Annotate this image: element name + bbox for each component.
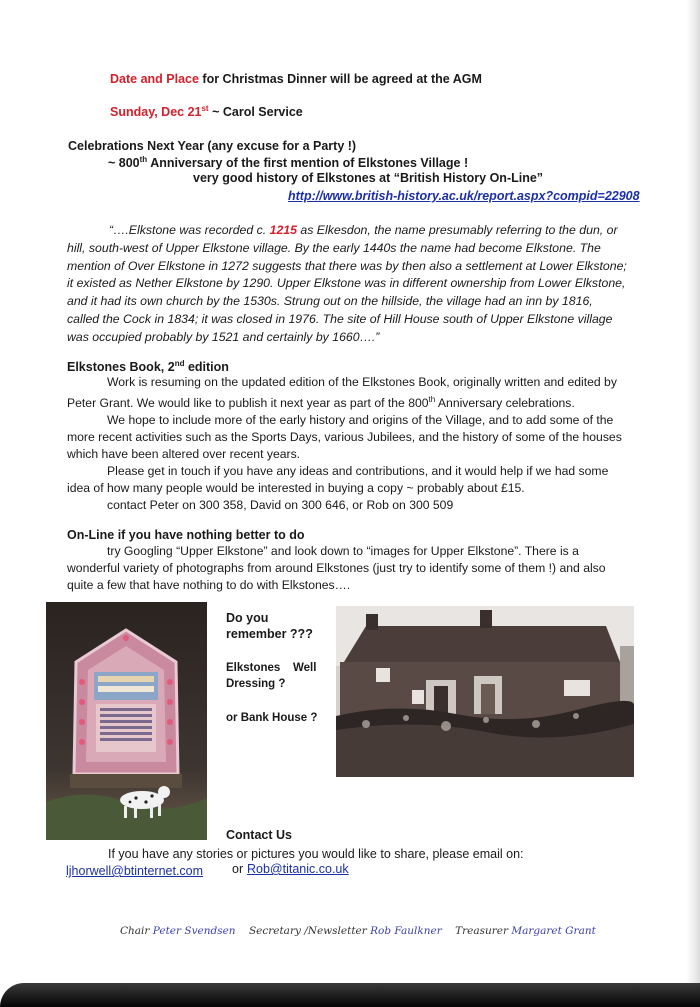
carol-date-text: Sunday, Dec 21 [110, 105, 202, 120]
quote-year: 1215 [269, 223, 297, 237]
quote-line-2: hill, south-west of Upper Elkstone village. By the early 1440s the name had become Elkstone. The [67, 240, 601, 255]
book-p2-line2: more recent activities such as the Sports Days, various Jubilees, and the history of some of the houses [67, 430, 622, 445]
page-edge-shadow [686, 0, 700, 1007]
anniversary-line [108, 155, 468, 170]
book-p1-line2-post: Anniversary celebrations. [435, 396, 575, 411]
book-paragraphs [67, 374, 642, 514]
carol-line [110, 104, 303, 119]
online-paragraph [67, 543, 642, 594]
online-line2: wonderful variety of photographs from around Elkstones (just try to identify some of them !) and also [67, 561, 606, 575]
quote-line-7: was occupied probably by 1521 and certainly by 1660….” [67, 329, 380, 344]
dinner-text: for Christmas Dinner will be agreed at the AGM [198, 72, 482, 86]
celebrations-heading: Celebrations Next Year (any excuse for a Party !) [68, 139, 357, 153]
anniversary-pre: ~ 800 [108, 156, 140, 171]
book-p2-line1: We hope to include more of the early history and origins of the Village, and to add some of the [107, 413, 614, 428]
book-heading-pre: Elkstones Book, 2 [67, 360, 175, 375]
well-dressing-photo [46, 602, 207, 840]
online-heading-rest: if you have nothing better to do [114, 528, 305, 542]
secretary-name: Rob Faulkner [370, 925, 442, 937]
quote-line-6: called the Cock in 1834; it was closed in 1976. The site of Hill House south of Upper Elkstone village [67, 311, 613, 326]
anniversary-sup: th [139, 155, 148, 164]
committee-footer [120, 925, 596, 937]
well-caption-word1: Elkstones [226, 662, 281, 674]
chair-name: Peter Svendsen [152, 925, 236, 937]
contact-heading: Contact Us [226, 828, 292, 842]
contact-or: or [232, 862, 244, 876]
quote-line-5: and it had its own church by the 1530s. Strung out on the hillside, the village had an inn by 1816, [67, 294, 593, 309]
history-line: very good history of Elkstones at “British History On-Line” [193, 171, 544, 185]
book-p2-line3: which have been altered over recent years. [67, 447, 301, 462]
history-quote [67, 222, 632, 347]
carol-date-sup: st [201, 104, 209, 113]
book-heading [67, 359, 229, 374]
book-p1-line2-sup: th [428, 395, 436, 404]
book-p1-line2-pre: Peter Grant. We would like to publish it next year as part of the 800 [67, 396, 429, 411]
well-caption-word2: Well [293, 662, 317, 674]
well-dressing-illustration [46, 602, 207, 840]
carol-date [110, 105, 209, 119]
treasurer-name: Margaret Grant [511, 925, 596, 937]
bank-house-caption: or Bank House ? [226, 712, 318, 724]
remember-line1: Do you [226, 611, 269, 625]
book-p3-line1: Please get in touch if you have any ideas and contributions, and it would help if we had some [107, 464, 609, 479]
online-heading-bold: On-Line [67, 528, 115, 542]
book-p1-line2 [67, 391, 642, 412]
online-line1: try Googling “Upper Elkstone” and look down to “images for Upper Elkstone”. There is a [107, 544, 579, 558]
chair-label: Chair [120, 925, 150, 937]
history-link[interactable]: http://www.british-history.ac.uk/report.aspx?compid=22908 [288, 189, 640, 203]
scanner-bottom-edge [0, 983, 700, 1007]
treasurer-label: Treasurer [455, 925, 509, 937]
contact-text: If you have any stories or pictures you would like to share, please email on: [108, 847, 524, 861]
secretary-label: Secretary /Newsletter [248, 925, 367, 937]
book-heading-post: edition [184, 360, 229, 375]
online-line3: quite a few that have nothing to do with Elkstones…. [67, 578, 351, 592]
carol-text: ~ Carol Service [208, 105, 303, 120]
quote-line-1 [67, 222, 632, 240]
book-p3-line3: contact Peter on 300 358, David on 300 646, or Rob on 300 509 [107, 498, 454, 513]
email-link-2[interactable]: Rob@titanic.co.uk [247, 862, 349, 876]
bank-house-photo [336, 606, 634, 777]
remember-line2: remember ??? [226, 627, 313, 641]
quote-line-1-start: “….Elkstone was recorded c. [109, 223, 270, 237]
bank-house-illustration [336, 606, 634, 777]
book-p3-line2: idea of how many people would be interested in buying a copy ~ probably about £15. [67, 481, 525, 496]
anniversary-post: Anniversary of the first mention of Elkstones Village ! [147, 156, 469, 171]
book-heading-sup: nd [174, 359, 185, 368]
email-link-1[interactable]: ljhorwell@btinternet.com [66, 864, 204, 878]
dinner-highlight: Date and Place [110, 72, 199, 86]
online-heading [67, 528, 305, 542]
book-p1-line1: Work is resuming on the updated edition of the Elkstones Book, originally written and edited by [107, 375, 617, 389]
quote-line-4: it existed as Nether Elkstone by 1290. Upper Elkstone was in different ownership from Lower Elkstone, [67, 276, 626, 291]
quote-line-3: mention of Over Elkstone in 1272 suggests that there was by then also a settlement at Lower Elkstone; [67, 258, 627, 273]
dinner-line [110, 72, 482, 86]
well-caption-line2: Dressing ? [226, 678, 286, 690]
quote-line-1-end: as Elkesdon, the name presumably referring to the dun, or [296, 223, 618, 237]
